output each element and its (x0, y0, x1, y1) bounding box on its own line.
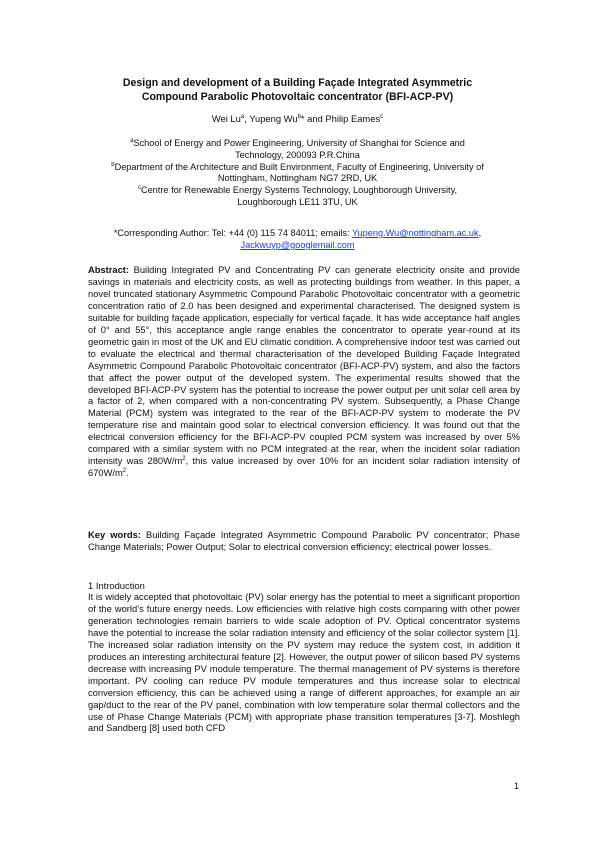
author-separator: and (304, 113, 326, 124)
affiliation-mark: b (111, 161, 115, 168)
email-link[interactable]: Yupeng.Wu@nottingham.ac.uk (351, 228, 479, 238)
abstract-label: Abstract: (88, 265, 130, 275)
author-name: Yupeng Wu (249, 113, 298, 124)
author-list (60, 113, 535, 125)
section-heading-introduction: 1 Introduction (88, 580, 145, 591)
corresponding-author-mark: * (300, 113, 305, 124)
affiliation-line: Loughborough LE11 3TU, UK (237, 196, 358, 207)
affiliation-mark: a (130, 137, 134, 144)
corresponding-author-text: *Corresponding Author: Tel: +44 (0) 115 74 84011; emails: (113, 228, 352, 238)
author-affiliation-mark: a (240, 113, 245, 120)
author-affiliation-mark: c (380, 113, 384, 120)
author-name: Philip Eames (325, 113, 381, 124)
abstract-paragraph (88, 265, 520, 480)
abstract-text: Building Integrated PV and Concentrating PV can generate electricity onsite and provide savings in materials and electricity costs, as well as protecting buildings from weather. In this paper, a novel truncated stationary Asymmetric Compound Parabolic Photovoltaic concentrator with a geometric concentration ratio of 2.0 has been designed and experimental characterised. The designed system is suitable for building façade application, especially for vertical façade. It has wide acceptance half angles of 0° and 55°, this acceptance angle range enables the concentrator to operate year-round at its geometric gain in most of the UK and EU climatic condition. A comprehensive indoor test was carried out to evaluate the electrical and thermal characterisation of the developed Building Façade Integrated Asymmetric Compound Parabolic Photovoltaic concentrator (BFI-ACP-PV) system, and also the factors that affect the power output of the developed system. The experimental results showed that the developed BFI-ACP-PV system has the potential to increase the power output per unit solar cell area by a factor of 2, when compared with a non-concentrating PV system. Subsequently, a Phase Change Material (PCM) system was integrated to the rear of the BFI-ACP-PV system to moderate the PV temperature rise and maintain good solar to electrical conversion efficiency. It was found out that the electrical conversion efficiency for the BFI-ACP-PV coupled PCM system was increased by over 5% compared with a similar system with no PCM integrated at the rear, when the incident solar radiation intensity was 280W/m (88, 265, 520, 467)
affiliation (72, 138, 523, 162)
title-line-1: Design and development of a Building Façade Integrated Asymmetric (122, 77, 473, 89)
page-number: 1 (514, 781, 520, 791)
keywords-label: Key words: (88, 530, 141, 540)
abstract-end: . (126, 468, 129, 479)
affiliation-line: Centre for Renewable Energy Systems Technology, Loughborough University, (140, 185, 458, 196)
affiliation (72, 185, 523, 209)
affiliation-line: School of Energy and Power Engineering, University of Shanghai for Science and (133, 138, 465, 148)
affiliation-mark: c (137, 185, 141, 192)
author-affiliation-mark: b (297, 113, 301, 120)
author-name: Wei Lu (211, 113, 241, 124)
abstract-text: , this value increased by over 10% for an incident solar radiation intensity of 670W/m (88, 456, 520, 479)
email-separator: , (478, 228, 482, 238)
corresponding-author-note (72, 227, 523, 251)
unit-superscript: 2 (122, 468, 127, 475)
affiliation (72, 162, 523, 186)
author-separator: , (244, 113, 250, 124)
keywords-text: Building Façade Integrated Asymmetric Compound Parabolic PV concentrator; Phase Change Materials; Power Output; Solar to electrical conversion efficiency; electrical power losses. (88, 530, 520, 552)
affiliation-line: Department of the Architecture and Built Environment, Faculty of Engineering, University of (114, 161, 484, 172)
introduction-paragraph: It is widely accepted that photovoltaic (PV) solar energy has the potential to meet a significant proportion of the world’s future energy needs. Low efficiencies with relative high costs comparing with other power generation technologies remain barriers to wide scale adoption of PV. Optical concentrator systems have the potential to increase the solar radiation intensity and efficiency of the solar collector system [1]. The increased solar radiation intensity on the PV system may reduce the system cost, in addition it produces an interesting architectural feature [2]. However, the output power of silicon based PV systems decrease with increasing PV module temperature. The thermal management of PV systems is therefore important. PV cooling can reduce PV module temperatures and thus increase solar to electrical conversion efficiency, this can be achieved using a range of different approaches, for example an air gap/duct to the rear of the PV panel, combination with low temperature solar thermal collectors and the use of Phase Change Materials (PCM) with appropriate phase transition temperatures [3-7]. Moshlegh and Sandberg [8] used both CFD (88, 592, 520, 734)
affiliation-line: Technology, 200093 P.R.China (235, 149, 360, 160)
unit-superscript: 2 (182, 456, 186, 463)
affiliations (72, 138, 523, 209)
title-line-2: Compound Parabolic Photovoltaic concentrator (BFI-ACP-PV) (141, 91, 454, 103)
affiliation-line: Nottingham, Nottingham NG7 2RD, UK (217, 173, 378, 184)
paper-title (60, 76, 535, 104)
keywords-paragraph (88, 530, 520, 554)
email-link[interactable]: Jackwuyp@googlemail.com (240, 240, 355, 250)
